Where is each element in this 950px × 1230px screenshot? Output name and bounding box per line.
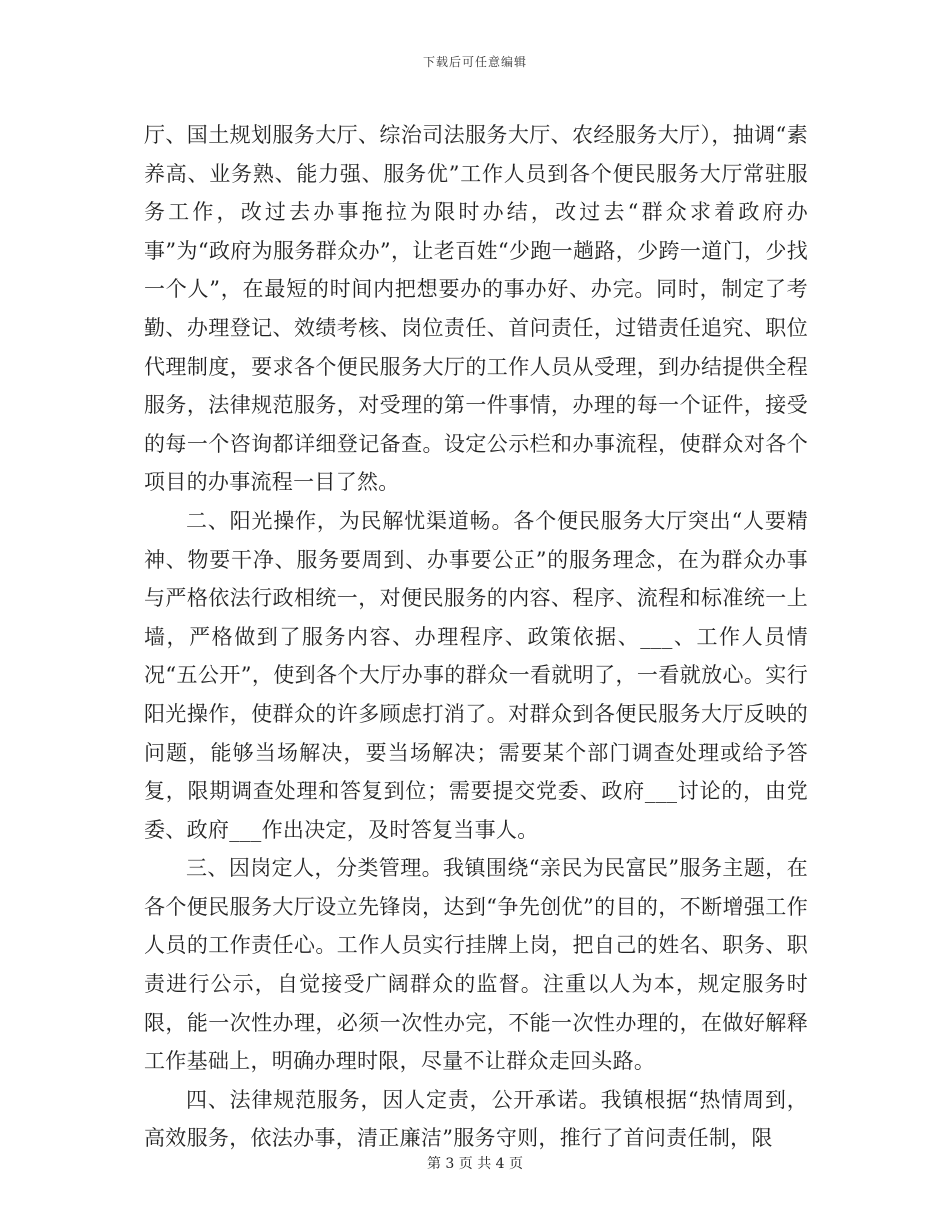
document-body — [144, 116, 808, 1158]
paragraph-section-two: 二、阳光操作，为民解忧渠道畅。各个便民服务大厅突出“人要精神、物要干净、服务要周到、办事要公正”的服务理念，在为群众办事与严格依法行政相统一，对便民服务的内容、程序、流程和标准统一上墙，严格做到了服务内容、办理程序、政策依据、___、工作人员情况“五公开”，使到各个大厅办事的群众一看就明了，一看就放心。实行阳光操作，使群众的许多顾虑打消了。对群众到各便民服务大厅反映的问题，能够当场解决，要当场解决；需要某个部门调查处理或给予答复，限期调查处理和答复到位；需要提交党委、政府___讨论的，由党委、政府___作出决定，及时答复当事人。 — [144, 508, 808, 842]
page-number-footer: 第 3 页 共 4 页 — [426, 1156, 524, 1172]
paragraph-continuation: 厅、国土规划服务大厅、综治司法服务大厅、农经服务大厅），抽调“素养高、业务熟、能力强、服务优”工作人员到各个便民服务大厅常驻服务工作，改过去办事拖拉为限时办结，改过去“群众求着政府办事”为“政府为服务群众办”，让老百姓“少跑一趟路，少跨一道门，少找一个人”，在最短的时间内把想要办的事办好、办完。同时，制定了考勤、办理登记、效绩考核、岗位责任、首问责任，过错责任追究、职位代理制度，要求各个便民服务大厅的工作人员从受理，到办结提供全程服务，法律规范服务，对受理的第一件事情，办理的每一个证件，接受的每一个咨询都详细登记备查。设定公示栏和办事流程，使群众对各个项目的办事流程一目了然。 — [144, 123, 808, 495]
paragraph-section-four: 四、法律规范服务，因人定责，公开承诺。我镇根据“热情周到，高效服务，依法办事，清正廉洁”服务守则，推行了首问责任制，限 — [144, 1087, 808, 1151]
paragraph-section-three: 三、因岗定人，分类管理。我镇围绕“亲民为民富民”服务主题，在各个便民服务大厅设立先锋岗，达到“争先创优”的目的，不断增强工作人员的工作责任心。工作人员实行挂牌上岗，把自己的姓名、职务、职责进行公示，自觉接受广阔群众的监督。注重以人为本，规定服务时限，能一次性办理，必须一次性办完，不能一次性办理的，在做好解释工作基础上，明确办理时限，尽量不让群众走回头路。 — [144, 856, 808, 1074]
page-header: 下载后可任意编辑 — [422, 55, 527, 69]
